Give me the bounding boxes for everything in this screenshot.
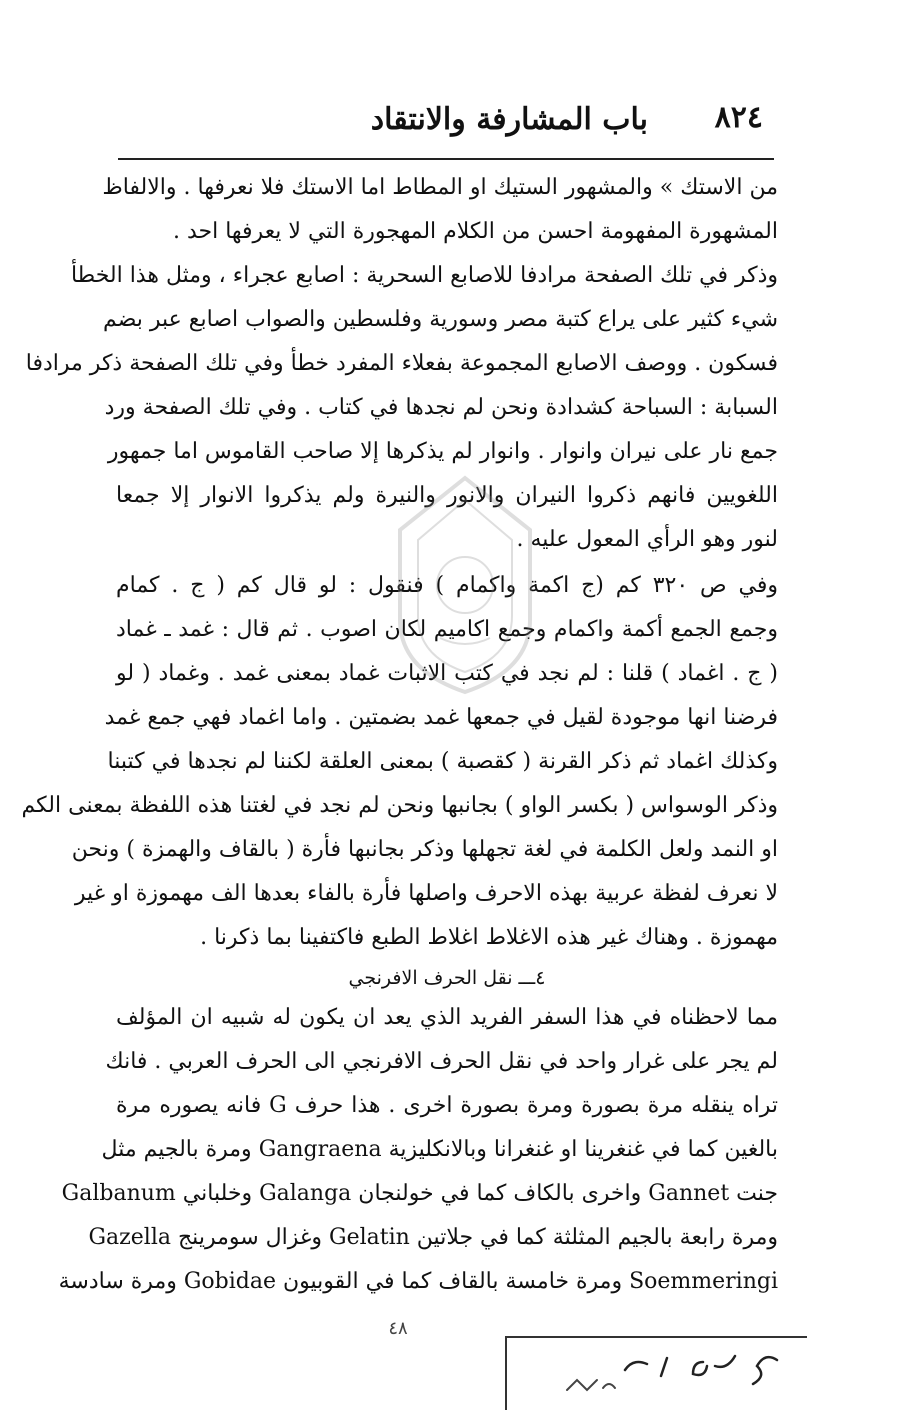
text-line: وجمع الجمع أكمة واكمام وجمع اكاميم لكان اصوب . ثم قال : غمد ـ غماد bbox=[116, 617, 778, 642]
text-line: وفي ص ٣٢٠ كم (ج اكمة واكمام ) فنقول : لو قال كم ( ج . كمام bbox=[116, 573, 779, 598]
running-title: باب المشارفة والانتقاد bbox=[370, 102, 648, 137]
text-line: مما لاحظناه في هذا السفر الفريد الذي يعد ان يكون له شبيه ان المؤلف bbox=[116, 1005, 778, 1030]
header-rule bbox=[118, 158, 774, 160]
text-line: وذكر في تلك الصفحة مرادفا للاصابع السحرية : اصابع عجراء ، ومثل هذا الخطأ bbox=[70, 263, 778, 288]
text-line: او النمد ولعل الكلمة في لغة تجهلها وذكر بجانبها فأرة ( بالقاف والهمزة ) ونحن bbox=[71, 837, 778, 862]
library-stamp-icon bbox=[380, 470, 550, 700]
signature-box bbox=[505, 1336, 807, 1410]
text-line: جمع نار على نيران وانوار . وانوار لم يذكرها إلا صاحب القاموس اما جمهور bbox=[107, 439, 778, 464]
text-line: تراه ينقله مرة بصورة ومرة بصورة اخرى . هذا حرف G فانه يصوره مرة bbox=[116, 1093, 778, 1118]
text-line: ومرة رابعة بالجيم المثلثة كما في جلاتين Gelatin وغزال سومرينج Gazella bbox=[88, 1225, 778, 1250]
text-line: من الاستك » والمشهور الستيك او المطاط اما الاستك فلا نعرفها . والالفاظ bbox=[102, 175, 778, 200]
text-line: فسكون . ووصف الاصابع المجموعة بفعلاء المفرد خطأ وفي تلك الصفحة ذكر مرادفا bbox=[25, 351, 778, 376]
signature-icon bbox=[507, 1338, 807, 1410]
text-line: لنور وهو الرأي المعول عليه . bbox=[516, 527, 778, 552]
text-line: وكذلك اغماد ثم ذكر القرنة ( كقصبة ) بمعنى العلقة لكننا لم نجدها في كتبنا bbox=[107, 749, 778, 774]
text-line: جنت Gannet واخرى بالكاف كما في خولنجان Galanga وخلباني Galbanum bbox=[61, 1181, 778, 1206]
text-line: بالغين كما في غنغرينا او غنغرانا وبالانكليزية Gangraena ومرة بالجيم مثل bbox=[101, 1137, 778, 1162]
text-line: مهموزة . وهناك غير هذه الاغلاط اغلاط الطبع فاكتفينا بما ذكرنا . bbox=[200, 925, 778, 950]
text-line: لم يجر على غرار واحد في نقل الحرف الافرنجي الى الحرف العربي . فانك bbox=[105, 1049, 778, 1074]
text-line: اللغويين فانهم ذكروا النيران والانور والنيرة ولم يذكروا الانوار إلا جمعا bbox=[116, 483, 778, 508]
text-line: لا نعرف لفظة عربية بهذه الاحرف واصلها فأرة بالفاء بعدها الف مهموزة او غير bbox=[74, 881, 778, 906]
text-line: ( ج . اغماد ) قلنا : لم نجد في كتب الاثبات غماد بمعنى غمد . وغماد ( لو bbox=[116, 661, 778, 686]
section-heading: ٤ـــ نقل الحرف الافرنجي bbox=[348, 967, 546, 989]
text-line: السبابة : السباحة كشدادة ونحن لم نجدها في كتاب . وفي تلك الصفحة ورد bbox=[104, 395, 778, 420]
text-line: وذكر الوسواس ( بكسر الواو ) بجانبها ونحن لم نجد في لغتنا هذه اللفظة بمعنى الكم bbox=[21, 793, 778, 818]
text-line: شيء كثير على يراع كتبة مصر وسورية وفلسطين والصواب اصابع عبر بضم bbox=[103, 307, 778, 332]
text-line: فرضنا انها موجودة لقيل في جمعها غمد بضمتين . واما اغماد فهي جمع غمد bbox=[104, 705, 778, 730]
page-number: ٨٢٤ bbox=[714, 100, 763, 135]
text-line: Soemmeringi ومرة خامسة بالقاف كما في القوبيون Gobidae ومرة سادسة bbox=[58, 1269, 778, 1294]
footer-page-mark: ٤٨ bbox=[388, 1318, 408, 1339]
text-line: المشهورة المفهومة احسن من الكلام المهجورة التي لا يعرفها احد . bbox=[172, 219, 778, 244]
page-header bbox=[118, 100, 766, 150]
